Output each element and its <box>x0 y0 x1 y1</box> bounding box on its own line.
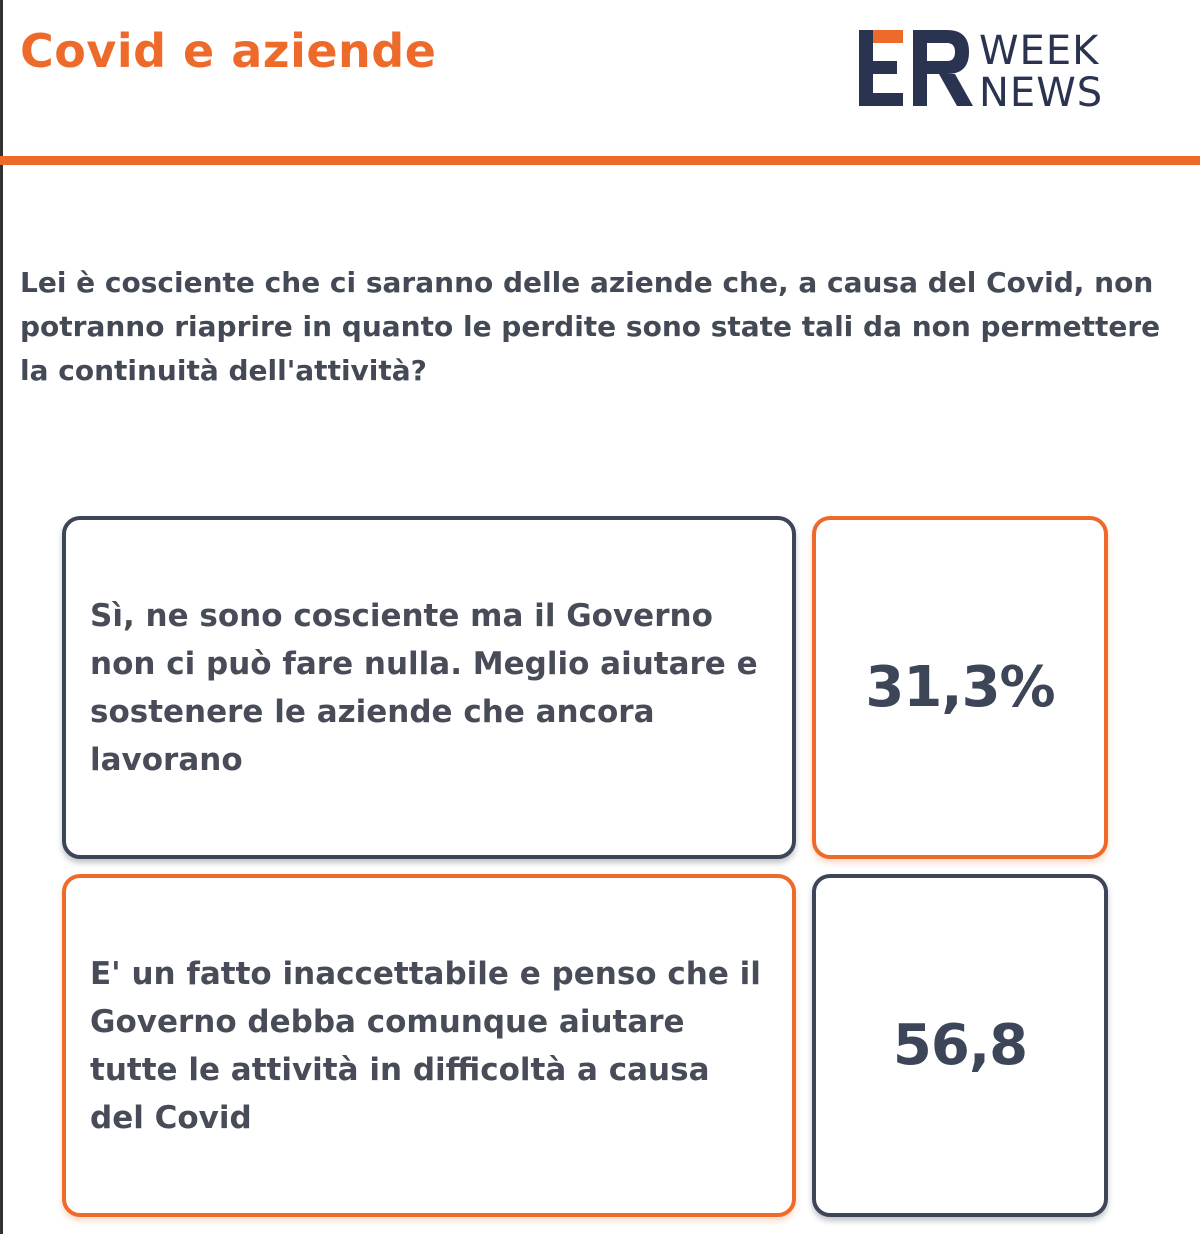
survey-question: Lei è cosciente che ci saranno delle aziende che, a causa del Covid, non potranno riaprire in quanto le perdite sono state tali da non permettere la continuità dell'attività? <box>20 266 1161 387</box>
page-title: Covid e aziende <box>20 24 437 78</box>
answer-box-2 <box>62 874 796 1217</box>
er-week-news-logo <box>855 26 1180 111</box>
value-label-1: 31,3% <box>865 655 1055 720</box>
header-divider <box>0 156 1200 165</box>
value-box-1 <box>812 516 1108 859</box>
value-box-2 <box>812 874 1108 1217</box>
answer-text-2: E' un fatto inaccettabile e penso che il Governo debba comunque aiutare tutte le attività in difficoltà a causa del Covid <box>90 955 761 1136</box>
er-logo-icon <box>859 30 973 106</box>
value-label-2: 56,8 <box>892 1013 1028 1078</box>
answer-text-1: Sì, ne sono cosciente ma il Governo non ci può fare nulla. Meglio aiutare e sostenere le aziende che ancora lavorano <box>90 597 758 778</box>
logo-word-news: NEWS <box>979 70 1104 111</box>
logo-word-week: WEEK <box>979 28 1100 74</box>
left-edge-line <box>0 0 3 1234</box>
answer-box-1 <box>62 516 796 859</box>
